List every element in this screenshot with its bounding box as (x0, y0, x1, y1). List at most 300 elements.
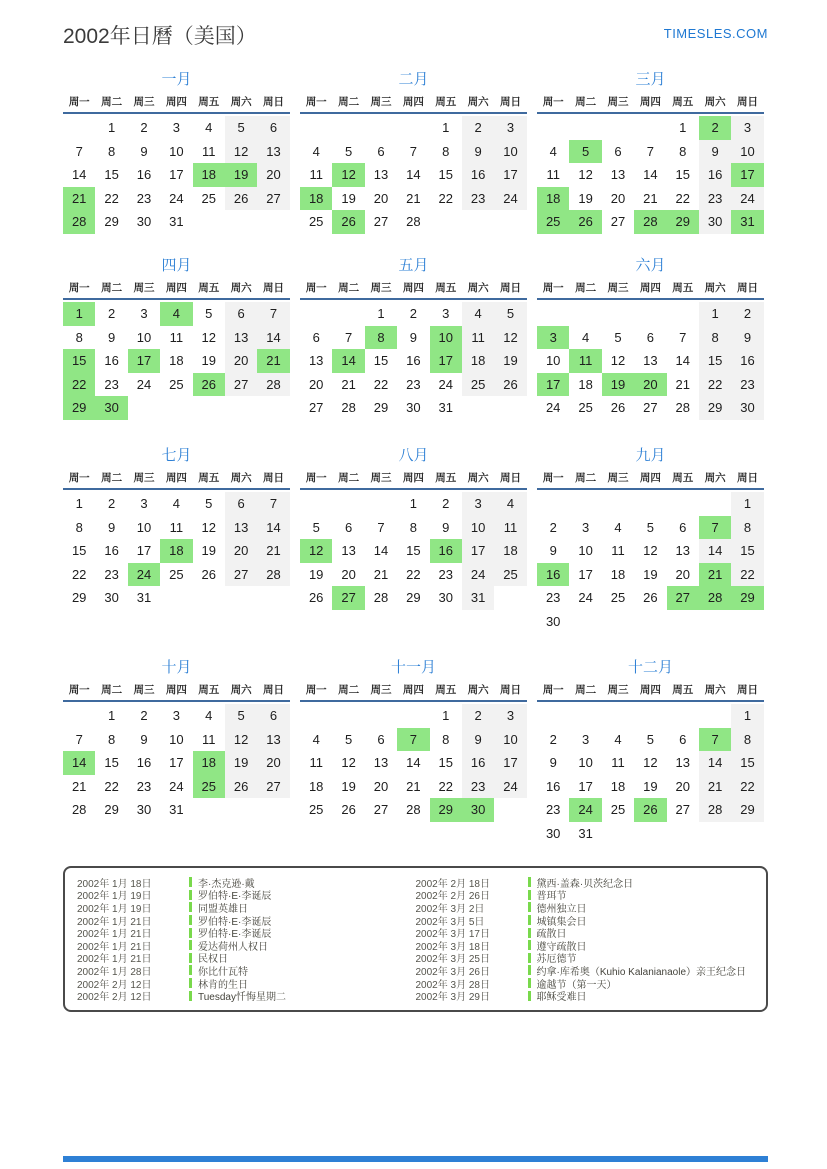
day-cell: 14 (699, 539, 731, 563)
weekday-label: 周三 (607, 472, 629, 484)
day-grid (300, 492, 527, 610)
empty-cell (667, 704, 699, 728)
day-cell: 29 (104, 802, 119, 817)
weekday-label: 周五 (435, 472, 457, 484)
weekday-label: 周六 (704, 96, 726, 108)
month-title: 十二月 (627, 659, 673, 676)
empty-cell (193, 586, 225, 610)
day-cell: 18 (193, 163, 225, 187)
empty-cell (193, 210, 225, 234)
day-cell: 15 (731, 539, 763, 563)
weekday-label: 周六 (230, 282, 252, 294)
weekday-label: 周六 (704, 472, 726, 484)
day-cell: 21 (341, 376, 356, 392)
day-cell: 26 (341, 802, 356, 817)
empty-cell (634, 610, 666, 634)
holiday-tick-icon (189, 991, 192, 1001)
day-cell: 14 (643, 167, 658, 182)
legend-date: 2002年 3月 17日 (415, 929, 490, 941)
day-cell: 28 (71, 802, 87, 817)
day-cell: 26 (193, 373, 225, 397)
weekday-label: 周六 (467, 96, 489, 108)
day-cell: 10 (731, 140, 763, 164)
weekday-label: 周五 (435, 282, 457, 294)
holiday-tick-icon (528, 902, 531, 912)
weekday-label: 周一 (68, 96, 90, 108)
empty-cell (160, 396, 192, 420)
day-cell: 8 (107, 143, 116, 159)
weekday-label: 周五 (198, 282, 220, 294)
day-cell: 1 (409, 496, 417, 511)
empty-cell (257, 210, 289, 234)
day-cell: 25 (169, 566, 184, 582)
day-cell: 20 (675, 566, 690, 582)
day-cell: 14 (406, 755, 421, 770)
day-cell: 7 (257, 492, 289, 516)
day-cell: 11 (546, 167, 560, 182)
day-cell: 12 (225, 728, 257, 752)
day-cell: 5 (569, 140, 601, 164)
day-cell: 14 (406, 167, 421, 182)
weekday-label: 周四 (165, 96, 187, 108)
day-cell: 23 (545, 802, 561, 817)
day-cell: 24 (136, 376, 152, 392)
holiday-tick-icon (189, 915, 192, 925)
day-cell: 3 (537, 326, 569, 350)
day-cell: 15 (104, 755, 119, 770)
legend-date: 2002年 1月 19日 (77, 891, 152, 903)
weekday-label: 周日 (737, 282, 759, 294)
day-cell: 9 (699, 140, 731, 164)
day-cell: 17 (494, 163, 526, 187)
weekday-label: 周五 (672, 472, 694, 484)
day-cell: 26 (332, 210, 364, 234)
day-cell: 12 (610, 353, 626, 368)
legend-date: 2002年 1月 21日 (77, 929, 152, 941)
day-cell: 31 (169, 214, 184, 229)
weekday-label: 周一 (68, 684, 90, 696)
day-cell: 16 (537, 563, 569, 587)
day-cell: 12 (341, 755, 356, 770)
month-10 (63, 656, 290, 845)
holiday-tick-icon (189, 978, 192, 988)
day-cell: 19 (341, 778, 356, 794)
empty-cell (667, 822, 699, 846)
day-cell: 12 (332, 163, 364, 187)
month-3 (537, 68, 764, 254)
empty-cell (634, 704, 666, 728)
day-cell: 22 (675, 190, 690, 206)
legend-holiday-name: 德州独立日 (536, 903, 587, 915)
day-cell: 4 (205, 120, 213, 135)
day-cell: 30 (545, 613, 561, 629)
weekday-label: 周六 (467, 472, 489, 484)
weekday-label: 周一 (305, 472, 327, 484)
empty-cell (300, 302, 332, 326)
site-logo-link[interactable]: TIMESLES.COM (663, 26, 768, 41)
day-cell: 9 (462, 728, 494, 752)
day-cell: 13 (610, 167, 626, 182)
day-cell: 21 (643, 190, 658, 206)
day-cell: 18 (610, 778, 626, 794)
empty-cell (537, 704, 569, 728)
empty-cell (602, 492, 634, 516)
day-cell: 20 (257, 163, 289, 187)
empty-cell (462, 396, 494, 420)
empty-cell (225, 586, 257, 610)
legend-holiday-name: Tuesday忏悔星期二 (198, 992, 286, 1004)
legend-date: 2002年 2月 18日 (415, 878, 490, 890)
day-cell: 23 (438, 566, 453, 582)
day-cell: 21 (373, 566, 389, 582)
weekday-label: 周日 (737, 684, 759, 696)
month-title: 二月 (398, 71, 429, 88)
day-cell: 16 (104, 543, 119, 558)
day-cell: 13 (225, 326, 257, 350)
legend-date: 2002年 1月 21日 (77, 916, 152, 928)
day-cell: 2 (731, 302, 763, 326)
empty-cell (193, 798, 225, 822)
weekday-label: 周二 (575, 684, 597, 696)
month-11 (300, 656, 527, 845)
day-cell: 5 (205, 306, 213, 321)
day-cell: 24 (569, 798, 601, 822)
day-cell: 17 (462, 539, 494, 563)
day-cell: 21 (406, 190, 421, 206)
day-cell: 27 (675, 802, 690, 817)
day-cell: 21 (675, 376, 690, 392)
day-cell: 15 (699, 349, 731, 373)
day-cell: 30 (699, 210, 731, 234)
day-cell: 10 (578, 543, 593, 558)
day-cell: 24 (545, 400, 561, 415)
day-cell: 10 (430, 326, 462, 350)
day-cell: 8 (409, 519, 417, 535)
day-cell: 10 (494, 728, 526, 752)
empty-cell (537, 116, 569, 140)
day-cell: 5 (312, 519, 320, 535)
day-cell: 2 (699, 116, 731, 140)
day-cell: 26 (494, 373, 526, 397)
day-cell: 9 (462, 140, 494, 164)
day-cell: 25 (610, 590, 626, 605)
day-cell: 31 (731, 210, 763, 234)
day-cell: 16 (462, 751, 494, 775)
day-cell: 11 (494, 516, 526, 540)
day-cell: 28 (257, 563, 289, 587)
month-title: 七月 (161, 447, 192, 464)
empty-cell (462, 210, 494, 234)
day-cell: 24 (494, 775, 526, 799)
weekday-header-row (63, 682, 290, 702)
day-cell: 23 (104, 566, 119, 582)
month-title: 十月 (161, 659, 192, 676)
day-cell: 8 (442, 731, 450, 747)
day-cell: 19 (201, 543, 216, 558)
empty-cell (365, 492, 397, 516)
day-cell: 16 (104, 353, 119, 368)
day-cell: 16 (731, 349, 763, 373)
weekday-label: 周二 (101, 684, 123, 696)
day-cell: 30 (136, 214, 152, 229)
day-cell: 17 (169, 167, 184, 182)
legend-holiday-name: 逾越节（第一天） (536, 979, 617, 991)
day-cell: 8 (75, 519, 83, 535)
day-cell: 12 (300, 539, 332, 563)
day-cell: 17 (494, 751, 526, 775)
weekday-label: 周五 (672, 282, 694, 294)
day-cell: 3 (462, 492, 494, 516)
day-grid (63, 116, 290, 234)
day-cell: 18 (169, 353, 184, 368)
weekday-label: 周五 (435, 684, 457, 696)
weekday-label: 周一 (542, 472, 564, 484)
day-cell: 25 (462, 373, 494, 397)
day-cell: 22 (438, 778, 453, 794)
legend-holiday-name: 罗伯特·E·李诞辰 (198, 916, 272, 928)
month-8 (300, 444, 527, 656)
weekday-label: 周二 (338, 472, 360, 484)
day-grid (63, 492, 290, 610)
day-cell: 28 (63, 210, 95, 234)
legend-holiday-name: 苏厄德节 (536, 954, 577, 966)
day-cell: 23 (699, 187, 731, 211)
weekday-label: 周二 (101, 282, 123, 294)
day-cell: 5 (344, 143, 353, 159)
empty-cell (225, 798, 257, 822)
day-cell: 20 (257, 751, 289, 775)
day-cell: 29 (667, 210, 699, 234)
holiday-tick-icon (189, 877, 192, 887)
day-cell: 7 (397, 728, 429, 752)
day-cell: 8 (107, 731, 116, 747)
day-cell: 21 (699, 563, 731, 587)
day-cell: 15 (406, 543, 421, 558)
day-cell: 18 (610, 566, 626, 582)
empty-cell (569, 610, 601, 634)
day-cell: 25 (610, 802, 626, 817)
day-cell: 11 (169, 329, 184, 345)
weekday-label: 周四 (165, 472, 187, 484)
day-cell: 30 (104, 590, 119, 605)
holiday-tick-icon (528, 991, 531, 1001)
legend-holiday-name: 李·杰克逊·戴 (198, 878, 255, 890)
weekday-label: 周六 (704, 282, 726, 294)
day-cell: 18 (537, 187, 569, 211)
empty-cell (63, 704, 95, 728)
day-grid (300, 704, 527, 822)
empty-cell (430, 210, 462, 234)
holiday-tick-icon (189, 965, 192, 975)
day-cell: 15 (438, 167, 453, 182)
day-cell: 2 (107, 496, 116, 511)
empty-cell (699, 822, 731, 846)
weekday-label: 周一 (68, 282, 90, 294)
day-cell: 8 (731, 516, 763, 540)
day-cell: 26 (634, 798, 666, 822)
day-cell: 10 (169, 143, 184, 159)
legend-date: 2002年 3月 25日 (415, 954, 490, 966)
day-cell: 13 (373, 755, 389, 770)
weekday-header-row (63, 94, 290, 114)
month-title: 一月 (161, 71, 192, 88)
weekday-label: 周三 (607, 684, 629, 696)
day-cell: 4 (312, 143, 320, 159)
day-cell: 22 (104, 778, 119, 794)
day-cell: 3 (581, 731, 590, 747)
day-cell: 10 (578, 755, 593, 770)
day-cell: 4 (462, 302, 494, 326)
day-cell: 9 (140, 731, 148, 747)
holiday-tick-icon (189, 928, 192, 938)
legend-date: 2002年 3月 29日 (415, 992, 490, 1004)
day-cell: 6 (344, 519, 353, 535)
empty-cell (160, 586, 192, 610)
day-cell: 4 (614, 731, 622, 747)
empty-cell (332, 704, 364, 728)
day-cell: 5 (646, 731, 654, 747)
weekday-header-row (300, 94, 527, 114)
day-cell: 26 (643, 590, 658, 605)
day-cell: 30 (406, 400, 421, 415)
empty-cell (397, 704, 429, 728)
day-cell: 27 (225, 373, 257, 397)
empty-cell (731, 610, 763, 634)
day-cell: 19 (602, 373, 634, 397)
empty-cell (602, 822, 634, 846)
month-title: 十一月 (390, 659, 436, 676)
empty-cell (667, 492, 699, 516)
day-cell: 17 (731, 163, 763, 187)
day-cell: 10 (494, 140, 526, 164)
weekday-label: 周一 (305, 684, 327, 696)
day-cell: 6 (646, 329, 654, 345)
month-1 (63, 68, 290, 254)
legend-date: 2002年 2月 26日 (415, 891, 490, 903)
day-cell: 6 (312, 329, 320, 345)
weekday-label: 周二 (575, 282, 597, 294)
weekday-header-row (537, 94, 764, 114)
weekday-label: 周三 (370, 472, 392, 484)
day-cell: 12 (201, 519, 216, 535)
day-cell: 2 (140, 120, 148, 135)
day-cell: 29 (373, 400, 389, 415)
weekday-label: 周一 (68, 472, 90, 484)
day-cell: 6 (225, 492, 257, 516)
empty-cell (602, 302, 634, 326)
empty-cell (257, 798, 289, 822)
day-cell: 12 (643, 543, 658, 558)
empty-cell (257, 586, 289, 610)
day-cell: 17 (578, 778, 593, 794)
empty-cell (494, 586, 526, 610)
weekday-header-row (63, 470, 290, 490)
weekday-label: 周四 (402, 684, 424, 696)
weekday-label: 周三 (133, 96, 155, 108)
day-cell: 5 (614, 329, 622, 345)
empty-cell (569, 704, 601, 728)
legend-date: 2002年 3月 2日 (415, 903, 485, 915)
day-cell: 27 (610, 214, 626, 229)
day-cell: 20 (308, 376, 324, 392)
weekday-label: 周日 (263, 472, 285, 484)
empty-cell (494, 396, 526, 420)
day-cell: 13 (675, 755, 690, 770)
day-cell: 3 (494, 704, 526, 728)
weekday-header-row (300, 470, 527, 490)
day-cell: 8 (731, 728, 763, 752)
day-cell: 16 (462, 163, 494, 187)
day-cell: 2 (107, 306, 116, 321)
legend-holiday-name: 林肯的生日 (198, 979, 248, 991)
day-cell: 9 (731, 326, 763, 350)
month-2 (300, 68, 527, 254)
day-cell: 16 (699, 163, 731, 187)
day-cell: 17 (578, 566, 593, 582)
day-cell: 2 (549, 519, 557, 535)
legend-holiday-name: 耶稣受难日 (536, 992, 587, 1004)
legend-holiday-name: 约拿·库希奥（Kuhio Kalanianaole）亲王纪念日 (536, 966, 747, 978)
holiday-tick-icon (528, 965, 531, 975)
month-title: 九月 (635, 447, 666, 464)
day-cell: 12 (643, 755, 658, 770)
day-cell: 27 (667, 586, 699, 610)
day-cell: 10 (545, 353, 561, 368)
holiday-tick-icon (528, 915, 531, 925)
day-cell: 10 (136, 519, 152, 535)
day-cell: 14 (71, 167, 87, 182)
day-grid (537, 116, 764, 234)
empty-cell (494, 798, 526, 822)
day-cell: 17 (169, 755, 184, 770)
day-cell: 9 (107, 329, 116, 345)
empty-cell (193, 396, 225, 420)
day-cell: 22 (699, 373, 731, 397)
day-cell: 29 (699, 396, 731, 420)
holiday-tick-icon (189, 902, 192, 912)
holiday-tick-icon (528, 940, 531, 950)
legend-holiday-name: 同盟英雄日 (198, 903, 248, 915)
day-cell: 17 (128, 349, 160, 373)
weekday-label: 周三 (370, 282, 392, 294)
day-cell: 16 (545, 778, 561, 794)
day-cell: 7 (699, 728, 731, 752)
day-cell: 30 (731, 396, 763, 420)
weekday-label: 周六 (230, 472, 252, 484)
day-cell: 14 (373, 543, 389, 558)
day-cell: 7 (257, 302, 289, 326)
day-cell: 25 (169, 376, 184, 392)
weekday-label: 周四 (402, 96, 424, 108)
day-cell: 29 (731, 586, 763, 610)
day-cell: 13 (308, 353, 324, 368)
day-cell: 4 (614, 519, 622, 535)
day-cell: 12 (225, 140, 257, 164)
day-cell: 25 (308, 214, 324, 229)
day-cell: 18 (160, 539, 192, 563)
day-cell: 24 (438, 376, 453, 392)
day-cell: 1 (377, 306, 385, 321)
day-cell: 9 (549, 543, 557, 558)
day-cell: 27 (643, 400, 658, 415)
day-cell: 5 (225, 704, 257, 728)
weekday-header-row (537, 280, 764, 300)
day-cell: 7 (699, 516, 731, 540)
holiday-tick-icon (528, 953, 531, 963)
day-cell: 1 (699, 302, 731, 326)
empty-cell (602, 116, 634, 140)
day-cell: 8 (365, 326, 397, 350)
